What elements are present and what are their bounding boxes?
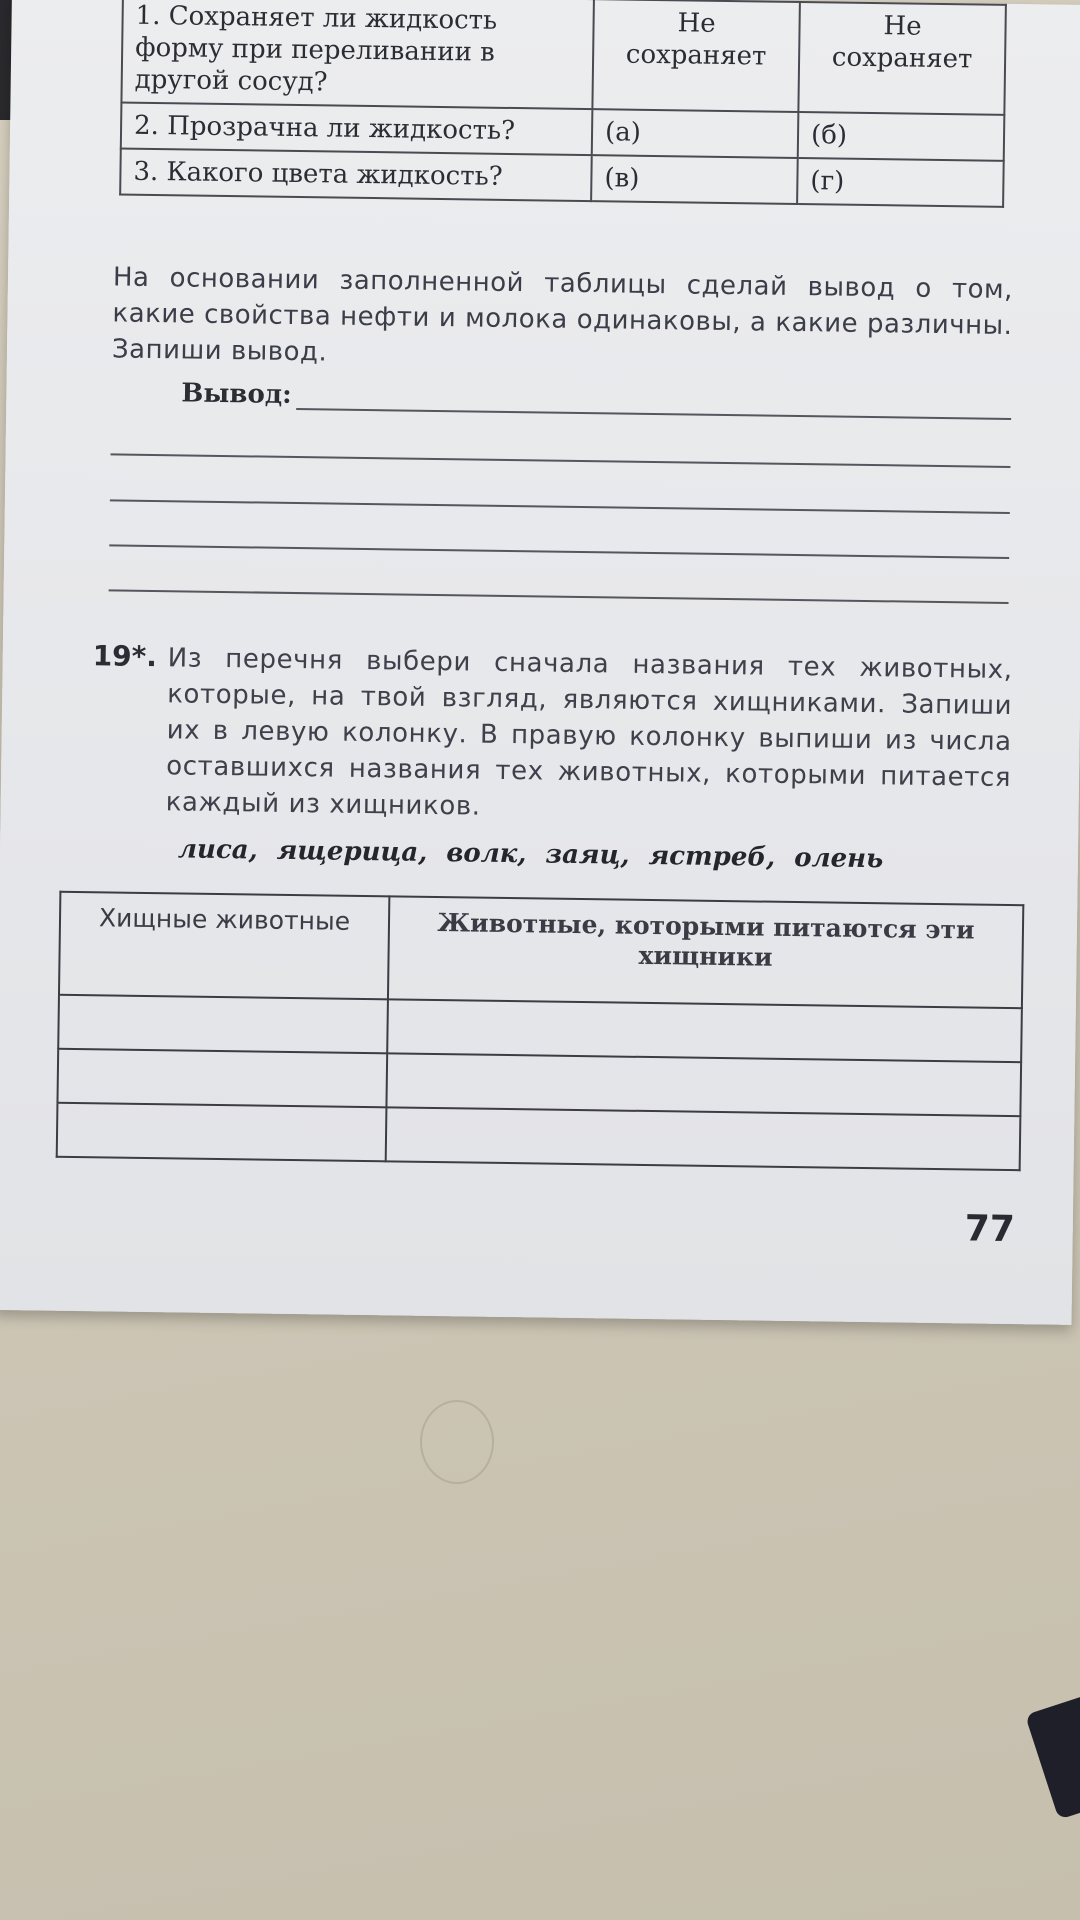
empty-cell[interactable] <box>58 995 388 1054</box>
properties-table <box>119 0 1007 208</box>
answer-line[interactable] <box>109 589 1009 604</box>
answer-cell-oil: (а) <box>592 109 799 158</box>
column-header-prey: Животные, которыми питаются эти хищники <box>388 896 1023 1008</box>
table-row <box>121 0 1005 115</box>
empty-cell[interactable] <box>386 1053 1021 1116</box>
question-cell: 3. Какого цвета жидкость? <box>120 149 592 202</box>
task-text: Из перечня выбери сначала названия тех животных, которые, на твой взгляд, являются хищниками. Запиши их в левую колонку. В правую колонку выпиши из числа оставшихся названия тех животных, которыми питается каждый из хищников. <box>165 643 1013 822</box>
table-header-row <box>59 892 1023 1008</box>
animal-list: лиса, ящерица, волк, заяц, ястреб, олень <box>177 834 884 875</box>
answer-cell-oil: Не сохраняет <box>592 0 800 112</box>
question-cell: 1. Сохраняет ли жидкость форму при переливании в другой сосуд? <box>121 0 593 109</box>
empty-cell[interactable] <box>386 1107 1021 1170</box>
conclusion-instruction: На основании заполненной таблицы сделай вывод о том, какие свойства нефти и молока одинаковы, а какие различны. Запиши вывод. <box>111 262 1014 368</box>
answer-line[interactable] <box>111 453 1011 468</box>
page-number: 77 <box>964 1208 1016 1251</box>
empty-cell[interactable] <box>387 999 1022 1062</box>
predators-table <box>56 891 1025 1171</box>
empty-cell[interactable] <box>57 1103 387 1162</box>
answer-cell-milk: Не сохраняет <box>798 2 1006 115</box>
question-cell: 2. Прозрачна ли жидкость? <box>121 103 593 156</box>
empty-cell[interactable] <box>57 1049 387 1108</box>
answer-cell-milk: (г) <box>797 158 1004 207</box>
answer-cell-milk: (б) <box>798 112 1005 161</box>
column-header-predators: Хищные животные <box>59 892 389 1000</box>
task-number: 19*. <box>92 639 158 674</box>
answer-cell-oil: (в) <box>591 155 798 204</box>
desk-stain <box>420 1400 494 1484</box>
answer-line[interactable] <box>110 499 1010 514</box>
conclusion-label: Вывод: <box>181 378 292 410</box>
answer-line[interactable] <box>109 544 1009 559</box>
answer-line[interactable] <box>296 408 1011 420</box>
